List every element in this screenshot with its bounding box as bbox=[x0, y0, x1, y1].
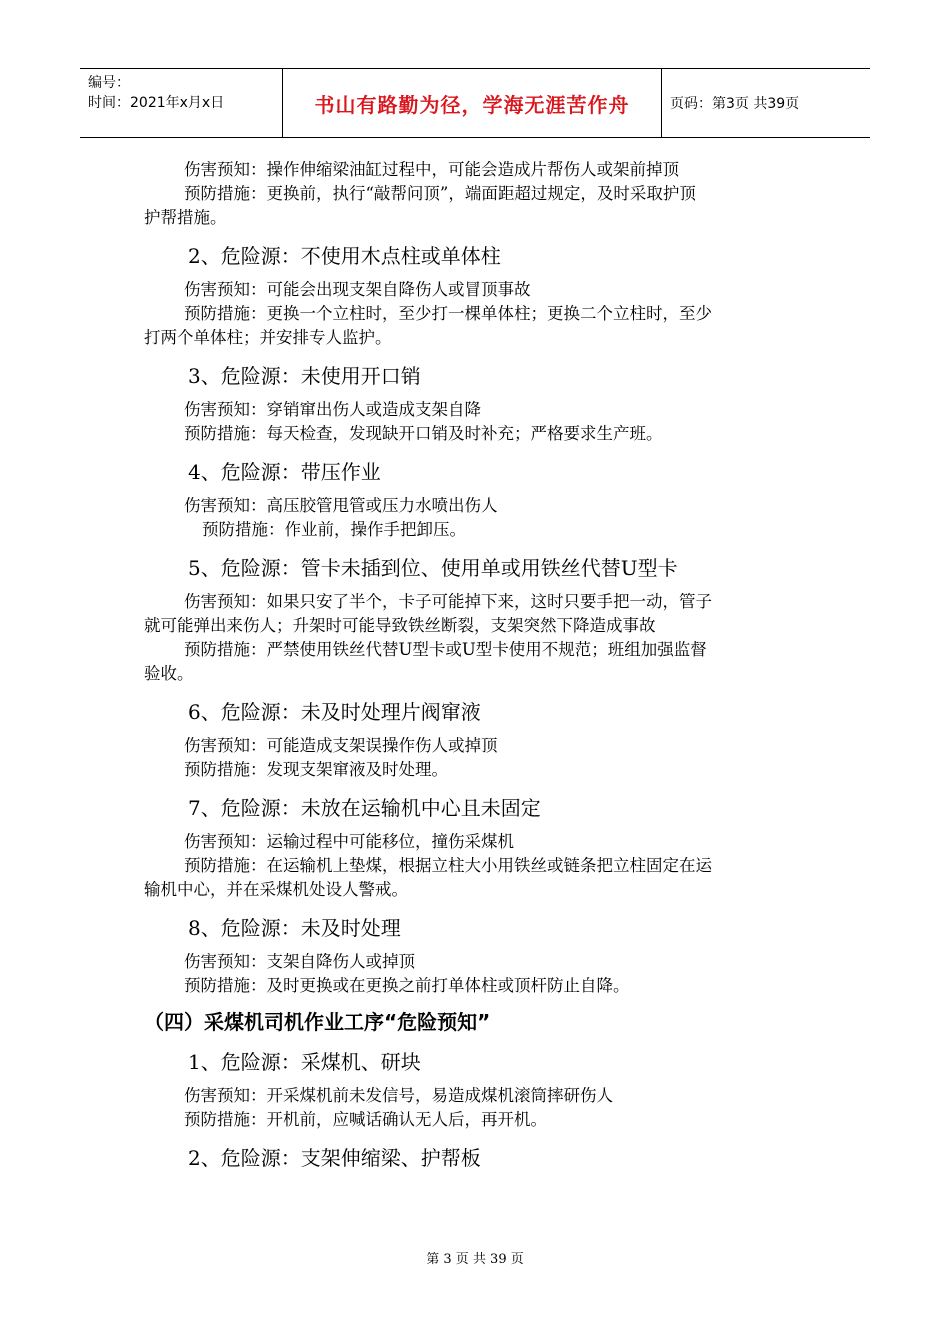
paragraph-line: 伤害预知：开采煤机前未发信号，易造成煤机滚筒摔研伤人 bbox=[184, 1086, 613, 1105]
hazard-heading: 2、危险源：支架伸缩梁、护帮板 bbox=[188, 1146, 481, 1170]
hazard-heading: 6、危险源：未及时处理片阀窜液 bbox=[188, 700, 481, 724]
hazard-heading: 2、危险源：不使用木点柱或单体柱 bbox=[188, 244, 501, 268]
hazard-heading: 4、危险源：带压作业 bbox=[188, 460, 381, 484]
document-header bbox=[80, 68, 870, 138]
paragraph-line: 伤害预知：可能会出现支架自降伤人或冒顶事故 bbox=[184, 280, 531, 299]
paragraph-line: 验收。 bbox=[144, 664, 194, 683]
hazard-heading: 8、危险源：未及时处理 bbox=[188, 916, 401, 940]
hazard-heading: 3、危险源：未使用开口销 bbox=[188, 364, 421, 388]
paragraph-line: 伤害预知：可能造成支架误操作伤人或掉顶 bbox=[184, 736, 498, 755]
hazard-heading: 5、危险源：管卡未插到位、使用单或用铁丝代替U型卡 bbox=[188, 556, 678, 580]
paragraph-line: 预防措施：每天检查，发现缺开口销及时补充；严格要求生产班。 bbox=[184, 424, 663, 443]
paragraph-line: 伤害预知：运输过程中可能移位，撞伤采煤机 bbox=[184, 832, 514, 851]
paragraph-line: 伤害预知：操作伸缩梁油缸过程中，可能会造成片帮伤人或架前掉顶 bbox=[184, 160, 679, 179]
paragraph-line: 预防措施：及时更换或在更换之前打单体柱或顶杆防止自降。 bbox=[184, 976, 630, 995]
paragraph-line: 预防措施：发现支架窜液及时处理。 bbox=[184, 760, 448, 779]
paragraph-line: 护帮措施。 bbox=[144, 208, 227, 227]
paragraph-line: 伤害预知：如果只安了半个，卡子可能掉下来，这时只要手把一动，管子 bbox=[184, 592, 712, 611]
paragraph-line: 预防措施：开机前，应喊话确认无人后，再开机。 bbox=[184, 1110, 547, 1129]
paragraph-line: 预防措施：在运输机上垫煤，根据立柱大小用铁丝或链条把立柱固定在运 bbox=[184, 856, 712, 875]
hazard-heading: 1、危险源：采煤机、研块 bbox=[188, 1050, 421, 1074]
paragraph-line: 伤害预知：穿销窜出伤人或造成支架自降 bbox=[184, 400, 481, 419]
paragraph-line: 就可能弹出来伤人；升架时可能导致铁丝断裂，支架突然下降造成事故 bbox=[144, 616, 656, 635]
paragraph-line: 伤害预知：支架自降伤人或掉顶 bbox=[184, 952, 415, 971]
page-footer: 第 3 页 共 39 页 bbox=[426, 1252, 524, 1267]
document-body bbox=[144, 158, 810, 1180]
header-meta bbox=[80, 69, 283, 137]
header-time-label: 时间：2021年x月x日 bbox=[88, 95, 225, 111]
paragraph-line: 伤害预知：高压胶管甩管或压力水喷出伤人 bbox=[184, 496, 498, 515]
header-page-info: 页码：第3页 共39页 bbox=[670, 96, 800, 112]
paragraph-line: 预防措施：作业前，操作手把卸压。 bbox=[202, 520, 466, 539]
paragraph-line: 输机中心，并在采煤机处设人警戒。 bbox=[144, 880, 408, 899]
header-number-label: 编号： bbox=[88, 75, 130, 91]
paragraph-line: 预防措施：更换一个立柱时，至少打一棵单体柱；更换二个立柱时，至少 bbox=[184, 304, 712, 323]
section-heading: （四）采煤机司机作业工序“危险预知” bbox=[144, 1010, 491, 1034]
paragraph-line: 预防措施：严禁使用铁丝代替U型卡或U型卡使用不规范；班组加强监督 bbox=[184, 640, 707, 659]
paragraph-line: 打两个单体柱；并安排专人监护。 bbox=[144, 328, 392, 347]
hazard-heading: 7、危险源：未放在运输机中心且未固定 bbox=[188, 796, 541, 820]
header-motto: 书山有路勤为径，学海无涯苦作舟 bbox=[283, 69, 662, 137]
paragraph-line: 预防措施：更换前，执行“敲帮问顶”，端面距超过规定，及时采取护顶 bbox=[184, 184, 696, 203]
